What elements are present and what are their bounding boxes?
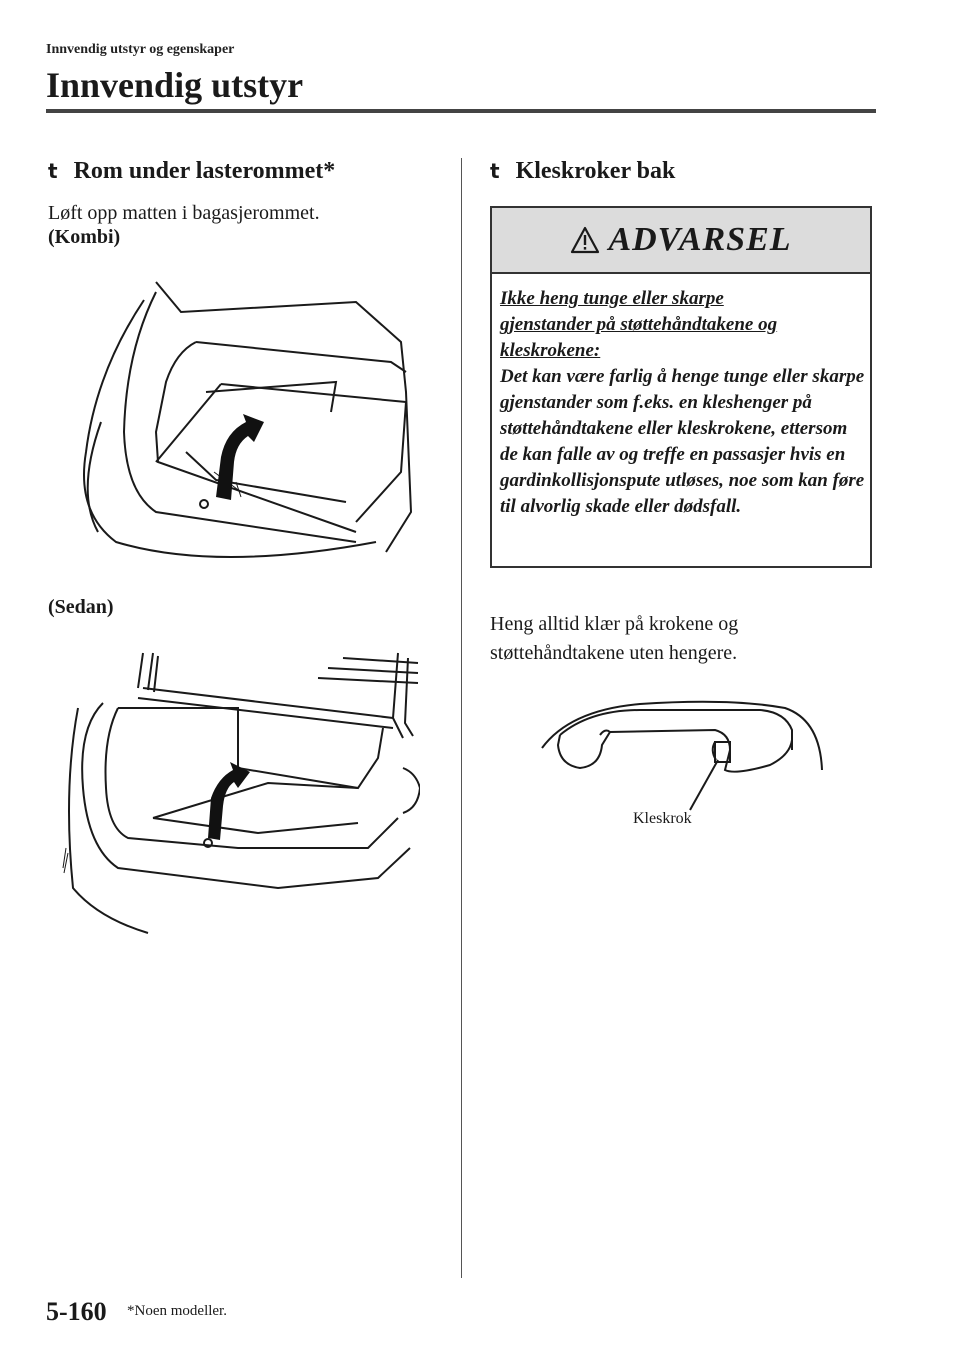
warning-heading-line-3: kleskrokene:: [500, 340, 601, 361]
section-bullet: t: [48, 159, 58, 183]
section-heading-text: Rom under lasterommet*: [73, 158, 336, 184]
warning-body: [500, 286, 866, 520]
title-rule: [46, 109, 876, 113]
section-heading-trunk-compartment: [48, 158, 335, 185]
warning-text: Det kan være farlig å henge tunge eller skarpe gjenstander som f.eks. en kleshenger på støttehåndtakene eller kleskrokene, ettersom de kan falle av og treffe en passasjer hvis en gardinkollisjonspute utløses, noe som kan føre til alvorlig skade eller dødsfall.: [500, 366, 865, 517]
breadcrumb: Innvendig utstyr og egenskaper: [46, 42, 235, 57]
warning-header: [492, 208, 870, 274]
warning-heading-line-2: gjenstander på støttehåndtakene og: [500, 314, 778, 335]
label-sedan: (Sedan): [48, 596, 114, 618]
section-heading-rear-coat-hooks: [490, 158, 675, 185]
label-kombi: (Kombi): [48, 226, 121, 248]
instruction-line-2: støttehåndtakene uten hengere.: [490, 642, 738, 664]
instruction-line-1: Heng alltid klær på krokene og: [490, 613, 739, 635]
coat-hook-label: Kleskrok: [633, 810, 692, 827]
sedan-trunk-illustration: [58, 648, 420, 938]
warning-triangle-icon: [570, 226, 600, 254]
warning-heading-line-1: Ikke heng tunge eller skarpe: [500, 288, 724, 309]
instruction-text: Løft opp matten i bagasjerommet.: [48, 202, 320, 224]
warning-box: [490, 206, 872, 568]
footnote: *Noen modeller.: [127, 1303, 227, 1319]
page-title: Innvendig utstyr: [46, 65, 304, 105]
page-number: 5-160: [46, 1297, 107, 1326]
warning-title: ADVARSEL: [608, 221, 792, 258]
section-bullet: t: [490, 159, 500, 183]
section-heading-text: Kleskroker bak: [515, 158, 676, 184]
instruction-text: [490, 610, 850, 668]
hatchback-trunk-illustration: [56, 272, 422, 572]
column-divider: [461, 158, 462, 1278]
